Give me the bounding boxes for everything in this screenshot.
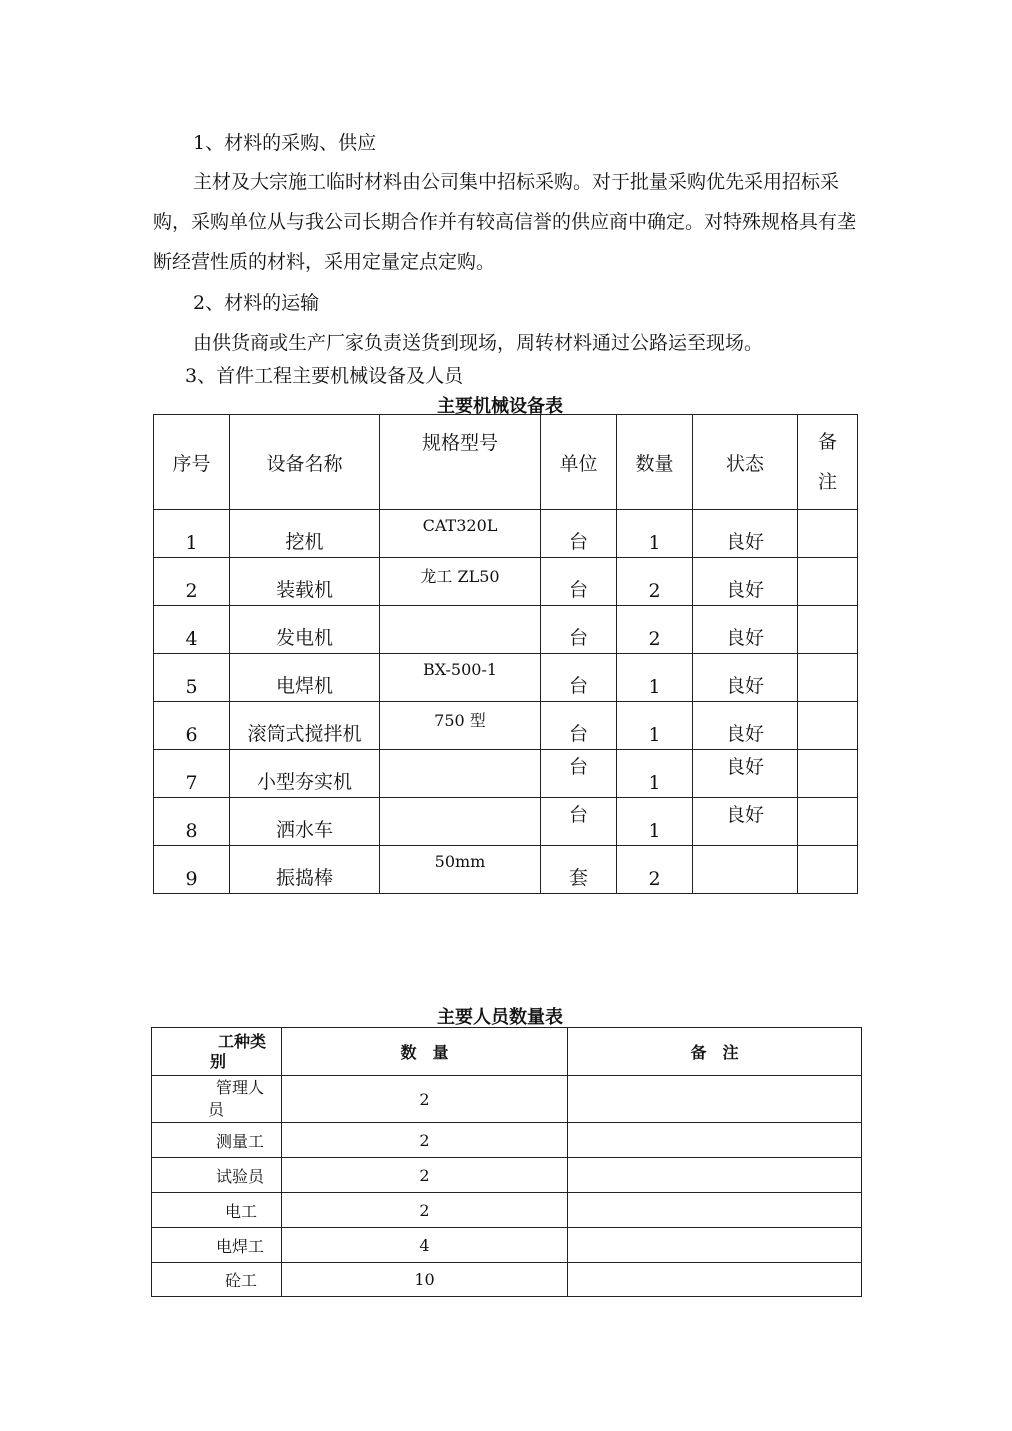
cell-no: 9 (185, 868, 198, 890)
cell-qty: 2 (282, 1158, 568, 1193)
cell-qty: 1 (648, 532, 661, 554)
cell-type: 测量工 (152, 1123, 282, 1158)
equipment-table-title: 主要机械设备表 (437, 396, 563, 417)
cell-spec: 750 型 (434, 711, 486, 730)
cell-status: 良好 (725, 531, 764, 553)
personnel-table-title: 主要人员数量表 (437, 1007, 563, 1028)
table-row (154, 606, 858, 654)
cell-type-1: 管理人 (216, 1078, 265, 1097)
cell-unit: 套 (568, 867, 588, 889)
cell-type: 电工 (152, 1193, 282, 1228)
cell-qty: 2 (282, 1193, 568, 1228)
cell-unit: 台 (568, 675, 588, 697)
header-spec: 规格型号 (421, 432, 498, 454)
cell-remark (798, 510, 858, 558)
cell-status: 良好 (725, 756, 764, 778)
cell-remark (798, 702, 858, 750)
cell-remark (568, 1076, 862, 1123)
table-row (154, 798, 858, 846)
equipment-header-row (154, 415, 858, 510)
table-row (152, 1193, 862, 1228)
cell-status: 良好 (725, 675, 764, 697)
cell-spec: 50mm (434, 852, 486, 871)
cell-qty: 2 (648, 580, 661, 602)
table-row (152, 1263, 862, 1297)
cell-status: 良好 (725, 723, 764, 745)
table-row (154, 750, 858, 798)
header-name: 设备名称 (266, 452, 343, 475)
cell-spec: BX-500-1 (422, 660, 498, 679)
cell-remark (798, 750, 858, 798)
cell-type: 砼工 (152, 1263, 282, 1297)
cell-no: 7 (185, 772, 198, 794)
cell-unit: 台 (568, 756, 588, 778)
cell-type: 试验员 (152, 1158, 282, 1193)
cell-no: 4 (185, 628, 198, 650)
table-row (154, 558, 858, 606)
header-status: 状态 (725, 452, 764, 475)
cell-name: 小型夯实机 (256, 771, 352, 793)
cell-no: 8 (185, 820, 198, 842)
cell-unit: 台 (568, 804, 588, 826)
cell-qty: 4 (282, 1228, 568, 1263)
table-row (154, 654, 858, 702)
cell-remark (798, 846, 858, 894)
cell-unit: 台 (568, 579, 588, 601)
header-remark-1: 备 (817, 431, 837, 453)
header-qty: 数 量 (282, 1028, 568, 1076)
cell-qty: 1 (648, 772, 661, 794)
cell-name: 振捣棒 (275, 867, 333, 889)
cell-name: 装载机 (275, 579, 333, 601)
cell-remark (798, 798, 858, 846)
table-row (152, 1228, 862, 1263)
cell-qty: 10 (282, 1263, 568, 1297)
cell-remark (568, 1158, 862, 1193)
cell-type: 电焊工 (152, 1228, 282, 1263)
paragraph-transport: 由供货商或生产厂家负责送货到现场，周转材料通过公路运至现场。 (193, 332, 764, 354)
cell-name: 挖机 (285, 531, 324, 553)
cell-qty: 1 (648, 820, 661, 842)
cell-remark (568, 1193, 862, 1228)
cell-qty: 1 (648, 676, 661, 698)
cell-remark (568, 1228, 862, 1263)
cell-qty: 2 (648, 628, 661, 650)
cell-qty: 2 (282, 1123, 568, 1158)
cell-spec: 龙工 ZL50 (420, 567, 500, 586)
cell-unit: 台 (568, 627, 588, 649)
header-remark-2: 注 (817, 471, 837, 493)
cell-unit: 台 (568, 723, 588, 745)
cell-no: 2 (185, 580, 198, 602)
cell-name: 发电机 (275, 627, 333, 649)
cell-name: 滚筒式搅拌机 (247, 723, 362, 745)
header-no: 序号 (172, 452, 211, 475)
cell-qty: 2 (282, 1076, 568, 1123)
cell-status: 良好 (725, 579, 764, 601)
section-heading-equipment-personnel: 3、首件工程主要机械设备及人员 (185, 365, 464, 387)
table-row (154, 846, 858, 894)
cell-no: 5 (185, 676, 198, 698)
cell-qty: 2 (648, 868, 661, 890)
cell-status: 良好 (725, 627, 764, 649)
header-qty: 数量 (635, 452, 674, 475)
cell-name: 电焊机 (275, 675, 333, 697)
cell-no: 1 (185, 532, 198, 554)
personnel-table (151, 1027, 862, 1297)
personnel-header-row (152, 1028, 862, 1076)
header-unit: 单位 (559, 452, 598, 475)
cell-remark (798, 606, 858, 654)
cell-no: 6 (185, 724, 198, 746)
header-remark: 备 注 (568, 1028, 862, 1076)
cell-status: 良好 (725, 804, 764, 826)
cell-type-2: 员 (208, 1100, 225, 1119)
header-type-2: 别 (210, 1051, 227, 1071)
table-row (152, 1076, 862, 1123)
header-type-1: 工种类 (218, 1031, 267, 1051)
cell-qty: 1 (648, 724, 661, 746)
table-row (154, 702, 858, 750)
table-row (152, 1123, 862, 1158)
cell-remark (798, 654, 858, 702)
paragraph-procurement: 主材及大宗施工临时材料由公司集中招标采购。对于批量采购优先采用招标采购，采购单位从与我公司长期合作并有较高信誉的供应商中确定。对特殊规格具有垄断经营性质的材料，采用定量定点定购。 (153, 171, 857, 273)
cell-unit: 台 (568, 531, 588, 553)
cell-remark (568, 1123, 862, 1158)
cell-spec: CAT320L (422, 516, 498, 535)
table-row (154, 510, 858, 558)
cell-remark (568, 1263, 862, 1297)
cell-name: 洒水车 (275, 819, 333, 841)
section-heading-transport: 2、材料的运输 (193, 292, 320, 314)
table-row (152, 1158, 862, 1193)
equipment-table (153, 414, 858, 894)
cell-remark (798, 558, 858, 606)
section-heading-procurement: 1、材料的采购、供应 (193, 132, 377, 154)
